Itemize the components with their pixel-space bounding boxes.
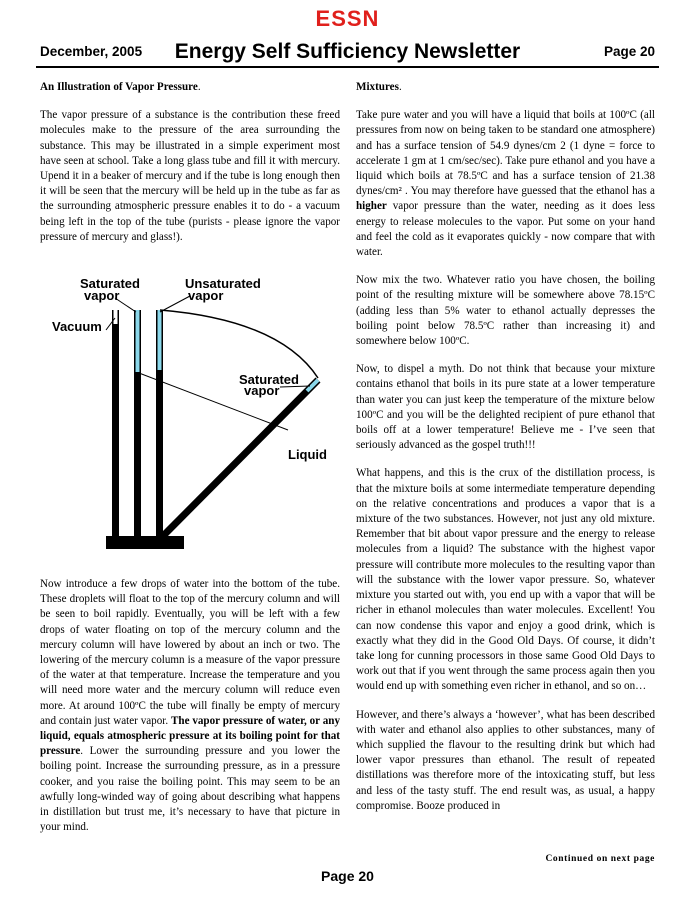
label-liquid: Liquid [288, 447, 327, 462]
issue-date: December, 2005 [40, 44, 143, 59]
label-saturated-vapor: vapor [84, 288, 120, 303]
section-heading: Mixtures [356, 81, 399, 93]
header-rule [36, 66, 659, 68]
label-saturated: Saturated [80, 276, 140, 291]
right-column: Mixtures. Take pure water and you will have a liquid that boils at 100ºC (all pressures from now on being taken to be standard one atmosphere) and has a surface tension of 54.9 dynes/cm 2 (1 dyne = force to accelerate 1 gm at 1 cm/sec/sec). Take pure ethanol and you have a liquid which boils at 78.5ºC and has a surface tension of 21.38 dynes/cm² . You may therefore have guessed that the ethanol has a higher vapor pressure than the water, needing as it does less energy to release molecules to the vapor. Put some on your hand and feel the cold as it evaporates quickly - now compare that with water. Now mix the two. Whatever ratio you have chosen, the boiling point of the resulting mixture will be somewhere above 78.15ºC (adding less than 5% water to ethanol actually depresses the boiling point below 78.5ºC rather than increasing it) and somewhere below 100ºC. Now, to dispel a myth. Do not think that because your mixture contains ethanol that boils in its pure state at a lower temperature than water you can just keep the temperature of the mixture below 100ºC and you will be the delighted recipient of pure ethanol that boils off at a lower temperature! Believe me - I’ve seen that seriously advanced as the gospel truth!!! What happens, and this is the crux of the distillation process, is that the mixture boils at some intermediate temperature depending on the relative concentrations and produces a vapor that is a mixture of the two substances. However, not just any old mixture. Remember that bit about vapor pressure and the energy to release molecules from a liquid? The substance with the highest vapor pressure will contribute more molecules to the resulting vapor than will the substance with the lower vapor pressure. So, whatever mixture you started out with, you end up with a vapor that will be richer in ethanol molecules than water molecules. Excellent! You can now condense this vapor and enjoy a good drink, which is exactly what they did in the Good Old Days. Of course, it didn’t take long for cunning processors in those same Good Old Days to work out that if you went through the same process again then you would end up with something even richer in ethanol, and so on… However, and there’s always a ‘however’, what has been described with water and ethanol also applies to other substances, many of which supplied the flavour to the resulting drink but which had lower vapor pressures than ethanol. The result of repeated distillations was therefore more of the intoxicating stuff, but less and less of the tasty stuff. The end result was, as usual, a happy compromise. Booze produced in [356, 80, 655, 827]
label-saturated-right: Saturated [239, 372, 299, 387]
vapor-pressure-diagram [40, 270, 340, 560]
paragraph: The vapor pressure of a substance is the contribution these freed molecules make to the pressure of the area surrounding the substance. This may be illustrated in a simple experiment most have seen at school. Take a long glass tube and fill it with mercury. Upend it in a beaker of mercury and if the tube is long enough then it will be seen that the mercury will be held up in the tube as far as the surrounding atmospheric pressure enables it to do - a vacuum being left in the top of the tube (purists - please ignore the vapor pressure of mercury and glass!). [40, 109, 340, 243]
paragraph: Now, to dispel a myth. Do not think that because your mixture contains ethanol that boils in its pure state at a lower temperature than water you can just keep the temperature of the mixture below 100ºC and you will be the delighted recipient of pure ethanol that boils off at a lower temperature! Believe me - I’ve seen that seriously advanced as the gospel truth!!! [356, 363, 655, 452]
paragraph: Now mix the two. Whatever ratio you have chosen, the boiling point of the resulting mixture will be somewhere above 78.15ºC (adding less than 5% water to ethanol actually depresses the boiling point below 78.5ºC rather than increasing it) and somewhere below 100ºC. [356, 274, 655, 348]
left-column: An Illustration of Vapor Pressure. The vapor pressure of a substance is the contribution these freed molecules make to the pressure of the area surrounding the substance. This may be illustrated in a simple experiment most have seen at school. Take a long glass tube and fill it with mercury. Upend it in a beaker of mercury and if the tube is long enough then it will be seen that the mercury will be held up in the tube as far as the surrounding atmospheric pressure enables it to do - a vacuum being left in the top of the tube (purists - please ignore the vapor pressure of mercury and glass!). [40, 80, 340, 258]
label-saturated-right-vapor: vapor [244, 383, 280, 398]
newsletter-logo: ESSN [315, 6, 380, 31]
paragraph: Now introduce a few drops of water into the bottom of the tube. These droplets will float to the top of the mercury column and will be seen to boil rapidly. Eventually, you will be left with a few drops of water floating on top of the mercury column and the mercury column will have lowered by about an inch or two. The lowering of the mercury column is a measure of the vapor pressure of the water at that temperature. Increase the temperature and you will need more water and the mercury column will reduce even more. At around 100ºC the tube will finally be empty of mercury and contain just water vapor. The vapor pressure of water, or any liquid, equals atmospheric pressure at its boiling point for that pressure. Lower the surrounding pressure and you lower the boiling point. Increase the surrounding pressure, as in a pressure cooker, and you raise the boiling point. This may seem to be an awfully long-winded way of going about describing what happens in distillation but trust me, it’s necessary to have that picture in your mind. [40, 578, 340, 834]
label-unsaturated-vapor: vapor [188, 288, 224, 303]
left-column-lower [40, 577, 340, 848]
paragraph: Take pure water and you will have a liquid that boils at 100ºC (all pressures from now on being taken to be standard one atmosphere) and has a surface tension of 54.9 dynes/cm 2 (1 dyne = force to accelerate 1 gm at 1 cm/sec/sec). Take pure ethanol and you have a liquid which boils at 78.5ºC and has a surface tension of 21.38 dynes/cm² . You may therefore have guessed that the ethanol has a higher vapor pressure than the water, needing as it does less energy to release molecules to the vapor. Put some on your hand and feel the cold as it evaporates quickly - now compare that with water. [356, 109, 655, 259]
mercury-dish [106, 536, 184, 549]
footer-page-number: Page 20 [321, 868, 374, 884]
header-page-number: Page 20 [603, 44, 655, 59]
paragraph: However, and there’s always a ‘however’, what has been described with water and ethanol also applies to other substances, many of which supplied the flavour to the resulting drink but which had lower vapor pressures than ethanol. The result of repeated distillations was therefore more of the intoxicating stuff, but less and less of the tasty stuff. The end result was, as usual, a happy compromise. Booze produced in [356, 708, 655, 812]
continued-note: Continued on next page [545, 854, 655, 864]
newsletter-title: Energy Self Sufficiency Newsletter [174, 40, 521, 63]
label-vacuum: Vacuum [52, 319, 102, 334]
label-unsaturated: Unsaturated [185, 276, 261, 291]
paragraph: What happens, and this is the crux of the distillation process, is that the mixture boils at some intermediate temperature depending on the relative concentrations and produces a vapor that is a mixture of the two substances. However, not just any old mixture. Remember that bit about vapor pressure and the energy to release molecules from a liquid? The substance with the highest vapor pressure will contribute more molecules to the resulting vapor than will the substance with the lower vapor pressure. So, whatever mixture you started out with, you end up with a vapor that will be richer in ethanol molecules than water molecules. Excellent! You can now condense this vapor and enjoy a good drink, which is exactly what they did in the Good Old Days. Of course, it didn’t take long for cunning processors in those same Good Old Days to work out that if you went through the same process again then you would end up with something even richer in ethanol, and so on… [356, 467, 655, 693]
section-heading: An Illustration of Vapor Pressure [40, 81, 198, 93]
